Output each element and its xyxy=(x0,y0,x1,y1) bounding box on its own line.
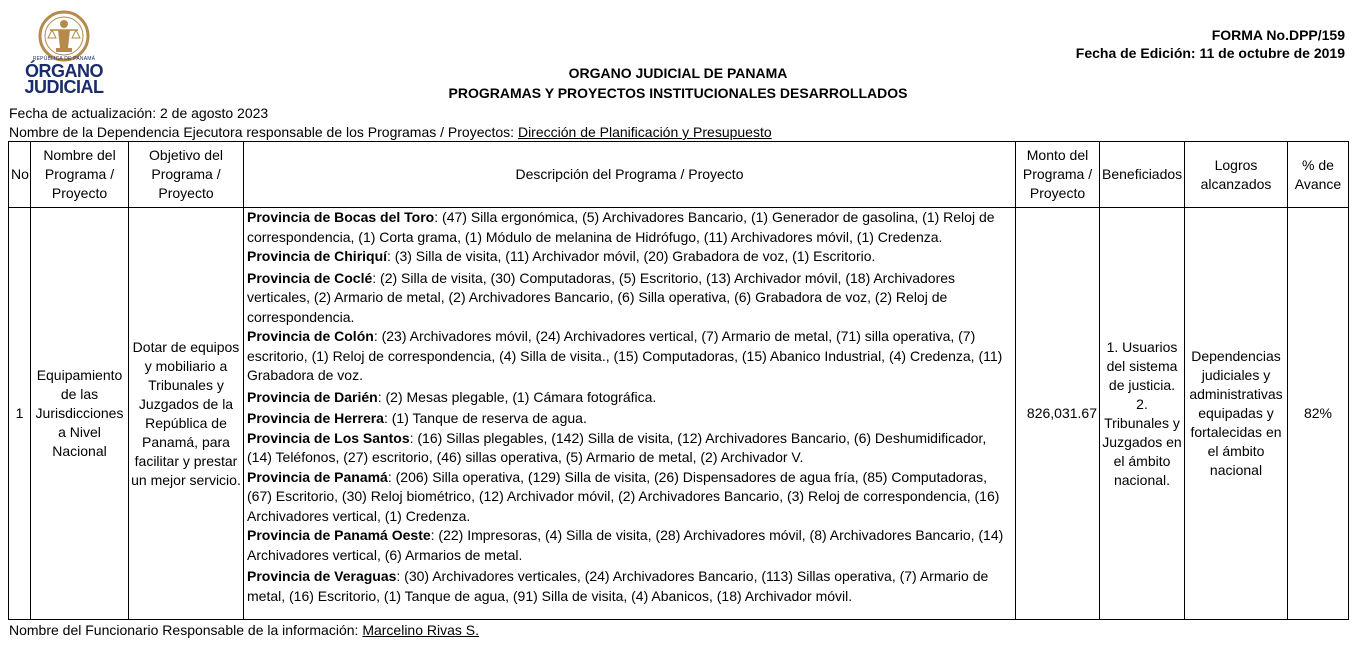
responsible-unit-value: Dirección de Planificación y Presupuesto xyxy=(517,124,772,140)
provincia-name: Provincia de Colón xyxy=(247,328,374,344)
provincia-items: : (3) Silla de visita, (11) Archivador móvil, (20) Grabadora de voz, (1) Escritorio. xyxy=(387,248,876,264)
provincia-items: : (2) Silla de visita, (30) Computadoras, (5) Escritorio, (13) Archivador móvil, (18) Archivadores verticales, (2) Armario de metal, (2) Archivadores Bancario, (6) Silla operativa, (6) Grabadora de voz, (2) Reloj de correspondencia. xyxy=(247,269,956,325)
responsible-official-name: Marcelino Rivas S. xyxy=(362,622,480,638)
provincia-name: Provincia de Los Santos xyxy=(247,429,410,446)
provincia-name: Provincia de Darién xyxy=(247,388,378,405)
provincia-name: Provincia de Panamá xyxy=(247,468,388,485)
header-nombre: Nombre del Programa / Proyecto xyxy=(31,142,129,208)
header-avance: % de Avance xyxy=(1288,142,1349,208)
document-title: ORGANO JUDICIAL DE PANAMA xyxy=(568,65,788,81)
provincia-items: : (23) Archivadores móvil, (24) Archivadores vertical, (7) Armario de metal, (71) silla operativa, (7) escritorio, (1) Reloj de correspondencia, (4) Silla de visita., (15) Computadoras, (15) Abanico Industrial, (4) Credenza, (11) Grabadora de voz. xyxy=(247,328,1003,383)
header-monto: Monto del Programa / Proyecto xyxy=(1016,142,1100,208)
update-date: Fecha de actualización: 2 de agosto 2023 xyxy=(9,105,269,121)
header-no: No xyxy=(9,142,31,208)
provincia-item xyxy=(247,208,1012,247)
cell-avance: 82% xyxy=(1288,208,1349,620)
responsible-official-label: Nombre del Funcionario Responsable de la información: xyxy=(9,622,363,638)
provincia-item xyxy=(247,388,1012,408)
cell-objetivo: Dotar de equipos y mobiliario a Tribunales y Juzgados de la República de Panamá, para facilitar y prestar un mejor servicio. xyxy=(129,208,244,620)
form-number: FORMA No.DPP/159 xyxy=(1211,27,1345,43)
provincia-name: Provincia de Veraguas xyxy=(247,568,397,584)
provincia-item xyxy=(247,468,1012,527)
programs-table xyxy=(8,141,1349,620)
logo-republica-text: REPÚBLICA DE PANAMÁ xyxy=(32,56,96,62)
provincia-name: Provincia de Chiriquí xyxy=(247,248,388,264)
provincia-items: : (2) Mesas plegable, (1) Cámara fotográfica. xyxy=(377,388,657,405)
provincia-items: : (47) Silla ergonómica, (5) Archivadores Bancario, (1) Generador de gasolina, (1) Reloj de correspondencia, (1) Corta grama, (1) Módulo de melanina de Hidrófugo, (11) Archivadores móvil, (1) Credenza. xyxy=(247,209,995,245)
header-logros: Logros alcanzados xyxy=(1185,142,1288,208)
provincia-item xyxy=(247,269,1012,328)
provincia-item xyxy=(247,429,1012,468)
header-objetivo: Objetivo del Programa / Proyecto xyxy=(129,142,244,208)
cell-nombre: Equipamiento de las Jurisdicciones a Nivel Nacional xyxy=(31,208,129,620)
provincia-item xyxy=(247,409,1012,429)
provincia-name: Provincia de Coclé xyxy=(247,269,373,286)
provincia-item xyxy=(247,247,1012,267)
cell-beneficiados: 1. Usuarios del sistema de justicia. 2. Tribunales y Juzgados en el ámbito nacional. xyxy=(1100,208,1185,620)
provincia-item xyxy=(247,327,1012,386)
provincia-item xyxy=(247,526,1012,565)
provincia-items: : (1) Tanque de reserva de agua. xyxy=(383,410,587,426)
provincia-name: Provincia de Panamá Oeste xyxy=(247,527,431,543)
provincia-name: Provincia de Bocas del Toro xyxy=(247,209,435,225)
cell-descripcion xyxy=(244,208,1016,620)
header-beneficiados: Beneficiados xyxy=(1100,142,1185,208)
responsible-official xyxy=(9,622,479,638)
responsible-unit-label: Nombre de la Dependencia Ejecutora responsable de los Programas / Proyectos: xyxy=(9,124,518,140)
provincia-items: : (22) Impresoras, (4) Silla de visita, (28) Archivadores móvil, (8) Archivadores Bancario, (14) Archivadores vertical, (6) Armarios de metal. xyxy=(247,527,1004,563)
provincia-items: : (16) Sillas plegables, (142) Silla de visita, (12) Archivadores Bancario, (6) Deshumidificador, (14) Teléfonos, (27) escritorio, (46) sillas operativa, (5) Armario de metal, (2) Archivador V. xyxy=(247,429,987,465)
cell-monto: 826,031.67 xyxy=(1016,208,1100,620)
provincia-items: : (206) Silla operativa, (129) Silla de visita, (26) Dispensadores de agua fría, (85) Computadoras, (67) Escritorio, (30) Reloj biométrico, (12) Archivador móvil, (2) Archivadores Bancario, (3) Reloj de correspondencia, (16) Archivadores vertical, (1) Credenza. xyxy=(247,468,1000,524)
edition-date: Fecha de Edición: 11 de octubre de 2019 xyxy=(1075,45,1345,61)
provincia-items: : (30) Archivadores verticales, (24) Archivadores Bancario, (113) Sillas operativa, (7) Armario de metal, (16) Escritorio, (1) Tanque de agua, (91) Silla de visita, (4) Abanicos, (18) Archivador móvil. xyxy=(247,568,989,604)
logo-organo-text: ÓRGANO xyxy=(25,61,103,81)
table-header-row xyxy=(9,142,1349,208)
responsible-unit xyxy=(9,124,772,140)
provincia-item xyxy=(247,567,1012,606)
cell-logros: Dependencias judiciales y administrativas equipadas y fortalecidas en el ámbito nacional xyxy=(1185,208,1288,620)
table-row xyxy=(9,208,1349,620)
document-subtitle: PROGRAMAS Y PROYECTOS INSTITUCIONALES DESARROLLADOS xyxy=(448,85,908,101)
provincia-name: Provincia de Herrera xyxy=(247,410,384,426)
header-descripcion: Descripción del Programa / Proyecto xyxy=(244,142,1016,208)
cell-no: 1 xyxy=(9,208,31,620)
logo-judicial-text: JUDICIAL xyxy=(24,77,104,97)
